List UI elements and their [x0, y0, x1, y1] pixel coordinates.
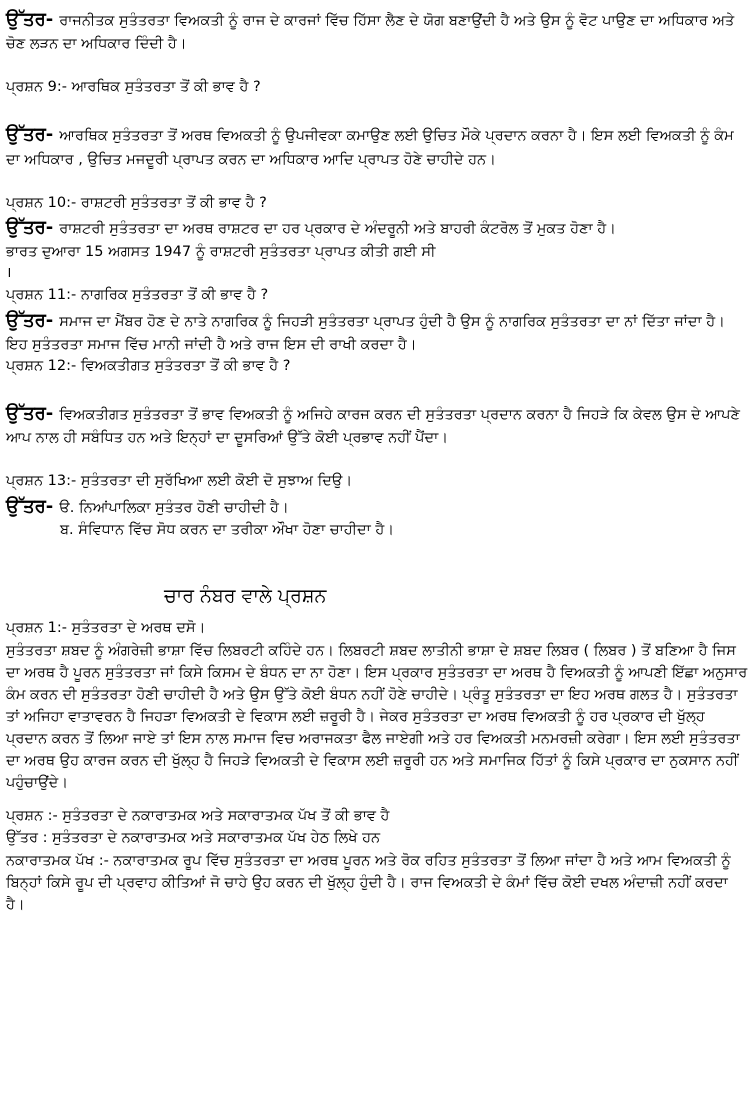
- negative-aspect-paragraph: ਨਕਾਰਾਤਮਕ ਪੱਖ :- ਨਕਾਰਾਤਮਕ ਰੂਪ ਵਿੱਚ ਸੁਤੰਤਰਤਾ ਦਾ ਅਰਥ ਪੂਰਨ ਅਤੇ ਰੋਕ ਰਹਿਤ ਸੁਤੰਤਰਤਾ ਤੋਂ ਲਿਆ ਜਾਂਦਾ ਹੈ ਅਤੇ ਆਮ ਵਿਅਕਤੀ ਨੂੰ ਬਿਨ੍ਹਾਂ ਕਿਸੇ ਰੂਪ ਦੀ ਪ੍ਰਵਾਹ ਕੀਤਿਆਂ ਜੋ ਚਾਹੇ ਉਹ ਕਰਨ ਦੀ ਖੁੱਲ੍ਹ ਹੁੰਦੀ ਹੈ। ਰਾਜ ਵਿਅਕਤੀ ਦੇ ਕੰਮਾਂ ਵਿੱਚ ਕੋਈ ਦਖਲ ਅੰਦਾਜ਼ੀ ਨਹੀਂ ਕਰਦਾ ਹੈ।: [6, 852, 731, 913]
- question-12: ਪ੍ਰਸ਼ਨ 12:- ਵਿਅਕਤੀਗਤ ਸੁਤੰਤਰਤਾ ਤੋਂ ਕੀ ਭਾਵ ਹੈ ?: [6, 358, 291, 375]
- question-11: ਪ੍ਰਸ਼ਨ 11:- ਨਾਗਰਿਕ ਸੁਤੰਤਰਤਾ ਤੋਂ ਕੀ ਭਾਵ ਹੈ ?: [6, 287, 269, 304]
- answer-12-text: ਵਿਅਕਤੀਗਤ ਸੁਤੰਤਰਤਾ ਤੋਂ ਭਾਵ ਵਿਅਕਤੀ ਨੂੰ ਅਜਿਹੇ ਕਾਰਜ ਕਰਨ ਦੀ ਸੁਤੰਤਰਤਾ ਪ੍ਰਦਾਨ ਕਰਨਾ ਹੈ ਜਿਹੜੇ ਕਿ ਕੇਵਲ ਉਸ ਦੇ ਆਪਣੇ ਆਪ ਨਾਲ ਹੀ ਸਬੰਧਿਤ ਹਨ ਅਤੇ ਇਨ੍ਹਾਂ ਦਾ ਦੂਸਰਿਆਂ ਉੱਤੇ ਕੋਈ ਪ੍ਰਭਾਵ ਨਹੀਂ ਪੈਂਦਾ।: [6, 407, 740, 447]
- answer-11: [6, 307, 748, 356]
- answer-label: ਉੱਤਰ-: [6, 9, 54, 30]
- four-mark-question-2: ਪ੍ਰਸ਼ਨ :- ਸੁਤੰਤਰਤਾ ਦੇ ਨਕਾਰਾਤਮਕ ਅਤੇ ਸਕਾਰਾਤਮਕ ਪੱਖ ਤੋਂ ਕੀ ਭਾਵ ਹੈ: [6, 808, 390, 825]
- answer-12: [6, 400, 748, 449]
- answer-13-text: ੳ. ਨਿਆਂਪਾਲਿਕਾ ਸੁਤੰਤਰ ਹੋਣੀ ਚਾਹੀਦੀ ਹੈ।: [59, 500, 289, 517]
- question-13: ਪ੍ਰਸ਼ਨ 13:- ਸੁਤੰਤਰਤਾ ਦੀ ਸੁਰੱਖਿਆ ਲਈ ਕੋਈ ਦੋ ਸੁਝਾਅ ਦਿਉ।: [6, 473, 353, 490]
- answer-13: [6, 493, 748, 520]
- answer-8-text: ਰਾਜਨੀਤਕ ਸੁਤੰਤਰਤਾ ਵਿਅਕਤੀ ਨੂੰ ਰਾਜ ਦੇ ਕਾਰਜਾਂ ਵਿੱਚ ਹਿੱਸਾ ਲੈਣ ਦੇ ਯੋਗ ਬਣਾਉਂਦੀ ਹੈ ਅਤੇ ਉਸ ਨੂੰ ਵੋਟ ਪਾਉਣ ਦਾ ਅਧਿਕਾਰ ਅਤੇ ਚੋਣ ਲੜਨ ਦਾ ਅਧਿਕਾਰ ਦਿੰਦੀ ਹੈ।: [6, 13, 735, 53]
- four-mark-answer-1: ਸੁਤੰਤਰਤਾ ਸ਼ਬਦ ਨੂੰ ਅੰਗਰੇਜ਼ੀ ਭਾਸ਼ਾ ਵਿੱਚ ਲਿਬਰਟੀ ਕਹਿੰਦੇ ਹਨ। ਲਿਬਰਟੀ ਸ਼ਬਦ ਲਾਤੀਨੀ ਭਾਸ਼ਾ ਦੇ ਸ਼ਬਦ ਲਿਬਰ ( ਲਿਬਰ ) ਤੋਂ ਬਣਿਆ ਹੈ ਜਿਸ ਦਾ ਅਰਥ ਹੈ ਪੂਰਨ ਸੁਤੰਤਰਤਾ ਜਾਂ ਕਿਸੇ ਕਿਸਮ ਦੇ ਬੰਧਨ ਦਾ ਨਾ ਹੋਣਾ। ਇਸ ਪ੍ਰਕਾਰ ਸੁਤੰਤਰਤਾ ਦਾ ਅਰਥ ਹੈ ਵਿਅਕਤੀ ਨੂੰ ਆਪਣੀ ਇੱਛਾ ਅਨੁਸਾਰ ਕੰਮ ਕਰਨ ਦੀ ਸੁਤੰਤਰਤਾ ਹੋਣੀ ਚਾਹੀਦੀ ਹੈ ਅਤੇ ਉਸ ਉੱਤੇ ਕੋਈ ਬੰਧਨ ਨਹੀਂ ਹੋਣੇ ਚਾਹੀਦੇ। ਪ੍ਰੰਤੂ ਸੁਤੰਤਰਤਾ ਦਾ ਇਹ ਅਰਥ ਗਲਤ ਹੈ। ਸੁਤੰਤਰਤਾ ਤਾਂ ਅਜਿਹਾ ਵਾਤਾਵਰਨ ਹੈ ਜਿਹੜਾ ਵਿਅਕਤੀ ਦੇ ਵਿਕਾਸ ਲਈ ਜ਼ਰੂਰੀ ਹੈ। ਜੇਕਰ ਸੁਤੰਤਰਤਾ ਦਾ ਅਰਥ ਵਿਅਕਤੀ ਨੂੰ ਹਰ ਪ੍ਰਕਾਰ ਦੀ ਖੁੱਲ੍ਹ ਪ੍ਰਦਾਨ ਕਰਨ ਤੋਂ ਲਿਆ ਜਾਏ ਤਾਂ ਇਸ ਨਾਲ ਸਮਾਜ ਵਿਚ ਅਰਾਜਕਤਾ ਫੈਲ ਜਾਏਗੀ ਅਤੇ ਹਰ ਵਿਅਕਤੀ ਮਨਮਰਜ਼ੀ ਕਰੇਗਾ। ਇਸ ਲਈ ਸੁਤੰਤਰਤਾ ਦਾ ਅਰਥ ਉਹ ਕਾਰਜ ਕਰਨ ਦੀ ਖੁੱਲ੍ਹ ਹੈ ਜਿਹੜੇ ਵਿਅਕਤੀ ਦੇ ਵਿਕਾਸ ਲਈ ਜ਼ਰੂਰੀ ਹਨ ਅਤੇ ਸਮਾਜਿਕ ਹਿੱਤਾਂ ਨੂੰ ਕਿਸੇ ਪ੍ਰਕਾਰ ਦਾ ਨੁਕਸਾਨ ਨਹੀਂ ਪਹੁੰਚਾਉਂਦੇ।: [6, 643, 748, 792]
- four-mark-question-1: ਪ੍ਰਸ਼ਨ 1:- ਸੁਤੰਤਰਤਾ ਦੇ ਅਰਥ ਦਸੋ।: [6, 620, 206, 637]
- answer-label: ਉੱਤਰ-: [6, 403, 54, 425]
- answer-10-text: ਰਾਸ਼ਟਰੀ ਸੁਤੰਤਰਤਾ ਦਾ ਅਰਥ ਰਾਸ਼ਟਰ ਦਾ ਹਰ ਪ੍ਰਕਾਰ ਦੇ ਅੰਦਰੂਨੀ ਅਤੇ ਬਾਹਰੀ ਕੰਟਰੋਲ ਤੋਂ ਮੁਕਤ ਹੋਣਾ ਹੈ।: [59, 221, 616, 238]
- answer-label: ਉੱਤਰ-: [6, 496, 54, 518]
- four-mark-answer-2: ਉੱਤਰ : ਸੁਤੰਤਰਤਾ ਦੇ ਨਕਾਰਾਤਮਕ ਅਤੇ ਸਕਾਰਾਤਮਕ ਪੱਖ ਹੇਠ ਲਿਖੇ ਹਨ: [6, 830, 381, 847]
- answer-10-line3: ।: [6, 265, 12, 282]
- answer-11-text: ਸਮਾਜ ਦਾ ਮੈਂਬਰ ਹੋਣ ਦੇ ਨਾਤੇ ਨਾਗਰਿਕ ਨੂੰ ਜਿਹੜੀ ਸੁਤੰਤਰਤਾ ਪ੍ਰਾਪਤ ਹੁੰਦੀ ਹੈ ਉਸ ਨੂੰ ਨਾਗਰਿਕ ਸੁਤੰਤਰਤਾ ਦਾ ਨਾਂ ਦਿੱਤਾ ਜਾਂਦਾ ਹੈ। ਇਹ ਸੁਤੰਤਰਤਾ ਸਮਾਜ ਵਿੱਚ ਮਾਨੀ ਜਾਂਦੀ ਹੈ ਅਤੇ ਰਾਜ ਇਸ ਦੀ ਰਾਖੀ ਕਰਦਾ ਹੈ।: [6, 313, 725, 354]
- answer-13-b: ਬ. ਸੰਵਿਧਾਨ ਵਿੱਚ ਸੋਧ ਕਰਨ ਦਾ ਤਰੀਕਾ ਔਖਾ ਹੋਣਾ ਚਾਹੀਦਾ ਹੈ।: [60, 522, 395, 539]
- answer-10: [6, 214, 748, 241]
- answer-10-line2: ਭਾਰਤ ਦੁਆਰਾ 15 ਅਗਸਤ 1947 ਨੂੰ ਰਾਸ਼ਟਰੀ ਸੁਤੰਤਰਤਾ ਪ੍ਰਾਪਤ ਕੀਤੀ ਗਈ ਸੀ: [6, 243, 436, 260]
- answer-label: ਉੱਤਰ-: [6, 217, 54, 239]
- section-heading: ਚਾਰ ਨੰਬਰ ਵਾਲੇ ਪ੍ਰਸ਼ਨ: [164, 584, 327, 607]
- answer-8: [6, 6, 748, 55]
- answer-9: [6, 121, 748, 170]
- question-9: ਪ੍ਰਸ਼ਨ 9:- ਆਰਥਿਕ ਸੁਤੰਤਰਤਾ ਤੋਂ ਕੀ ਭਾਵ ਹੈ ?: [6, 79, 261, 96]
- answer-label: ਉੱਤਰ-: [6, 309, 54, 331]
- question-10: ਪ੍ਰਸ਼ਨ 10:- ਰਾਸ਼ਟਰੀ ਸੁਤੰਤਰਤਾ ਤੋਂ ਕੀ ਭਾਵ ਹੈ ?: [6, 194, 267, 211]
- answer-9-text: ਆਰਥਿਕ ਸੁਤੰਤਰਤਾ ਤੋਂ ਅਰਥ ਵਿਅਕਤੀ ਨੂੰ ਉਪਜੀਵਕਾ ਕਮਾਉਣ ਲਈ ਉਚਿਤ ਮੌਕੇ ਪ੍ਰਦਾਨ ਕਰਨਾ ਹੈ। ਇਸ ਲਈ ਵਿਅਕਤੀ ਨੂੰ ਕੰਮ ਦਾ ਅਧਿਕਾਰ , ਉਚਿਤ ਮਜਦੂਰੀ ਪ੍ਰਾਪਤ ਕਰਨ ਦਾ ਅਧਿਕਾਰ ਆਦਿ ਪ੍ਰਾਪਤ ਹੋਣੇ ਚਾਹੀਦੇ ਹਨ।: [6, 128, 734, 168]
- answer-label: ਉੱਤਰ-: [6, 124, 54, 146]
